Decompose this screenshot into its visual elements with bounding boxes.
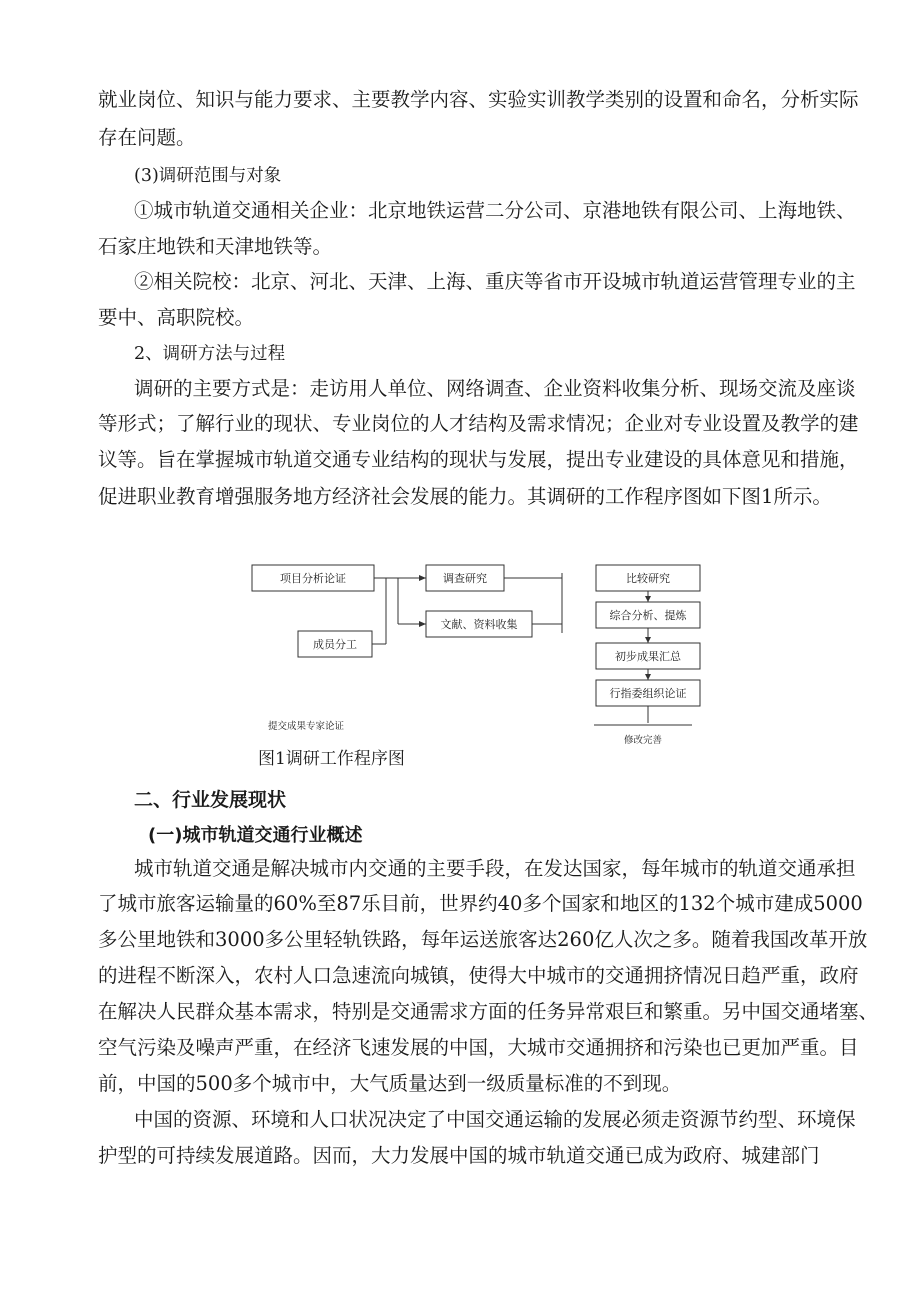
box-label: 调查研究 bbox=[443, 572, 487, 585]
paragraph-line: 中国的资源、环境和人口状况决定了中国交通运输的发展必须走资源节约型、环境保 bbox=[134, 1108, 856, 1131]
arrowhead bbox=[419, 621, 426, 627]
paragraph-line: 等形式；了解行业的现状、专业岗位的人才结构及需求情况；企业对专业设置及教学的建 bbox=[98, 412, 859, 435]
paragraph-line: 就业岗位、知识与能力要求、主要教学内容、实验实训教学类别的设置和命名，分析实际 bbox=[98, 88, 859, 111]
box-label: 初步成果汇总 bbox=[615, 650, 681, 663]
paragraph-line: 调研的主要方式是：走访用人单位、网络调查、企业资料收集分析、现场交流及座谈 bbox=[134, 377, 856, 400]
paragraph-line: 城市轨道交通是解决城市内交通的主要手段，在发达国家，每年城市的轨道交通承担 bbox=[134, 857, 856, 880]
paragraph-line: ②相关院校：北京、河北、天津、上海、重庆等省市开设城市轨道运营管理专业的主 bbox=[134, 270, 856, 293]
workflow-diagram bbox=[246, 553, 706, 753]
note-submit: 提交成果专家论证 bbox=[268, 721, 345, 732]
paragraph-line: 空气污染及噪声严重，在经济飞速发展的中国，大城市交通拥挤和污染也已更加严重。目 bbox=[98, 1036, 859, 1059]
paragraph-line: 在解决人民群众基本需求，特别是交通需求方面的任务异常艰巨和繁重。另中国交通堵塞、 bbox=[98, 1000, 879, 1023]
paragraph-line: 了城市旅客运输量的60%至87乐目前，世界约40多个国家和地区的132个城市建成5000 bbox=[98, 892, 863, 915]
paragraph-line: 护型的可持续发展道路。因而，大力发展中国的城市轨道交通已成为政府、城建部门 bbox=[98, 1144, 820, 1167]
arrowhead bbox=[645, 637, 651, 643]
subsection-heading: 2、调研方法与过程 bbox=[134, 344, 286, 364]
box-label: 项目分析论证 bbox=[280, 572, 346, 585]
section-heading: 二、行业发展现状 bbox=[134, 789, 287, 811]
figure-caption: 图1调研工作程序图 bbox=[258, 749, 405, 769]
box-label: 比较研究 bbox=[626, 572, 670, 585]
note-revise: 修改完善 bbox=[624, 735, 663, 746]
subsection-heading: (3)调研范围与对象 bbox=[134, 166, 282, 186]
paragraph-line: 存在问题。 bbox=[98, 126, 196, 149]
paragraph-line: 多公里地铁和3000多公里轻轨铁路，每年运送旅客达260亿人次之多。随着我国改革开放 bbox=[98, 928, 868, 951]
paragraph-line: 的进程不断深入，农村人口急速流向城镇，使得大中城市的交通拥挤情况日趋严重，政府 bbox=[98, 964, 859, 987]
box-label: 文献、资料收集 bbox=[440, 618, 518, 631]
section-subheading: (一)城市轨道交通行业概述 bbox=[148, 825, 363, 846]
paragraph-line: 议等。旨在掌握城市轨道交通专业结构的现状与发展，提出专业建设的具体意见和措施， bbox=[98, 448, 859, 471]
arrowhead bbox=[645, 596, 651, 602]
paragraph-line: 前，中国的500多个城市中，大气质量达到一级质量标准的不到现。 bbox=[98, 1072, 682, 1095]
box-label: 成员分工 bbox=[313, 638, 357, 651]
paragraph-line: 促进职业教育增强服务地方经济社会发展的能力。其调研的工作程序图如下图1所示。 bbox=[98, 485, 832, 508]
box-label: 行指委组织论证 bbox=[609, 687, 687, 700]
paragraph-line: 石家庄地铁和天津地铁等。 bbox=[98, 235, 333, 258]
paragraph-line: 要中、高职院校。 bbox=[98, 306, 255, 329]
arrowhead bbox=[419, 575, 426, 581]
paragraph-line: ①城市轨道交通相关企业：北京地铁运营二分公司、京港地铁有限公司、上海地铁、 bbox=[134, 199, 856, 222]
box-label: 综合分析、提炼 bbox=[609, 609, 687, 622]
arrowhead bbox=[645, 674, 651, 680]
